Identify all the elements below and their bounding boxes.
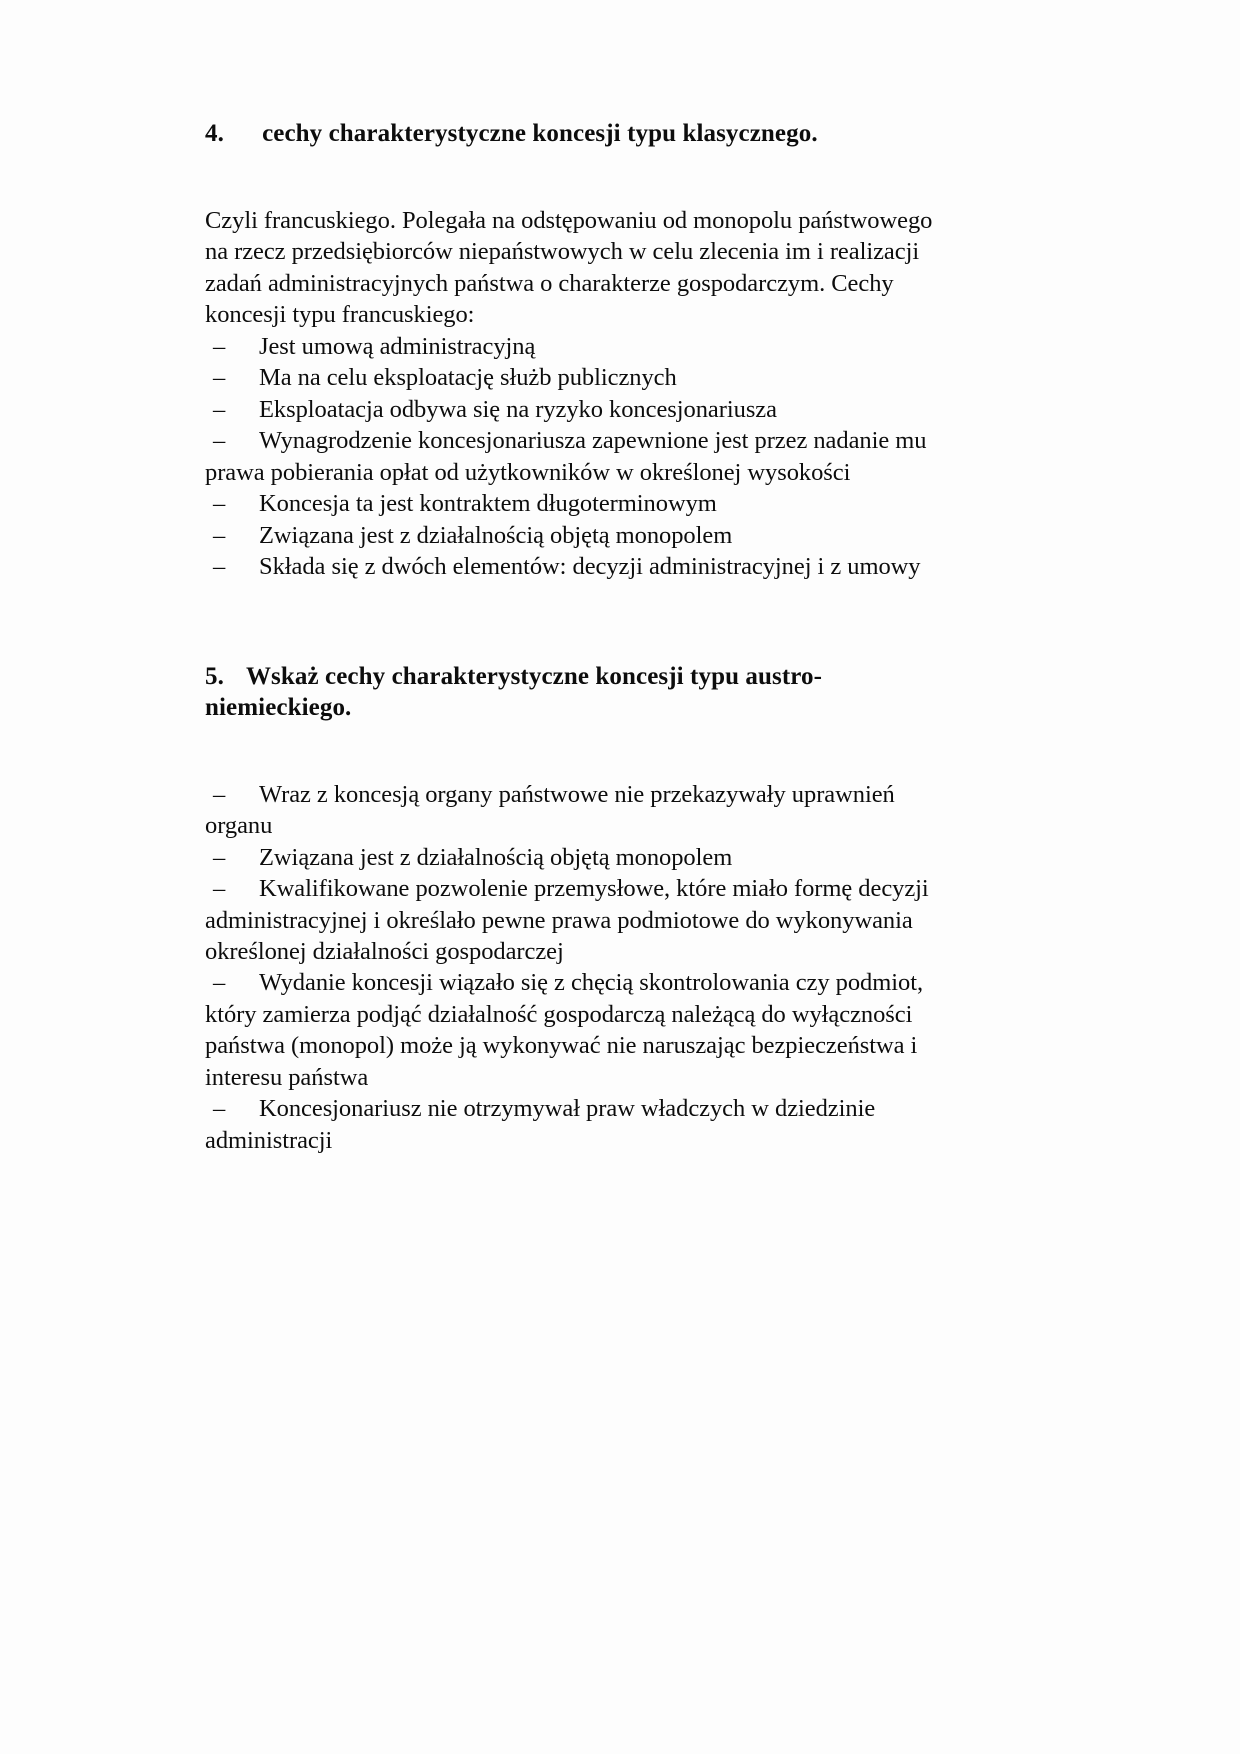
list-item [205,967,1000,998]
section-5-heading [205,661,1000,692]
list-item-text: Ma na celu eksploatację służb publicznych [259,364,677,392]
list-item-text: Związana jest z działalnością objętą monopolem [259,843,733,871]
dash-bullet: – [213,875,226,903]
dash-bullet: – [213,969,226,997]
list-item [205,488,1000,519]
list-item-text: Związana jest z działalnością objętą monopolem [259,521,733,549]
list-item-continuation: który zamierza podjąć działalność gospodarczą należącą do wyłączności [205,1000,913,1028]
list-item-continuation: administracyjnej i określało pewne prawa podmiotowe do wykonywania [205,906,913,934]
section-4-heading [205,118,1000,149]
spacer [205,149,1000,205]
dash-bullet: – [213,553,226,581]
dash-bullet: – [213,395,226,423]
list-item [205,1093,1000,1124]
list-item-continuation: interesu państwa [205,1063,369,1091]
dash-bullet: – [213,843,226,871]
section-4-intro-line-3: zadań administracyjnych państwa o charakterze gospodarczym. Cechy [205,269,894,297]
list-item [205,779,1000,810]
list-item [205,873,1000,904]
section-5-heading-line-1: Wskaż cechy charakterystyczne koncesji typu austro- [245,662,823,690]
section-4-intro-line-1: Czyli francuskiego. Polegała na odstępowaniu od monopolu państwowego [205,207,933,234]
list-item-text: Jest umową administracyjną [259,332,536,360]
list-item [205,331,1000,362]
section-5-heading-line-2: niemieckiego. [205,693,352,721]
document-body [205,118,1000,1156]
list-item [205,842,1000,873]
list-item-text: Składa się z dwóch elementów: decyzji administracyjnej i z umowy [259,553,921,581]
spacer [205,583,1000,661]
list-item-continuation: organu [205,812,273,840]
list-item [205,425,1000,456]
dash-bullet: – [213,332,226,360]
list-item-text: Wydanie koncesji wiązało się z chęcią skontrolowania czy podmiot, [259,969,924,997]
spacer [205,723,1000,779]
list-item [205,551,1000,582]
dash-bullet: – [213,427,226,455]
list-item-continuation: prawa pobierania opłat od użytkowników w określonej wysokości [205,458,851,486]
dash-bullet: – [213,521,226,549]
section-4-intro-line-2: na rzecz przedsiębiorców niepaństwowych w celu zlecenia im i realizacji [205,238,920,266]
list-item [205,520,1000,551]
list-item-text: Kwalifikowane pozwolenie przemysłowe, które miało formę decyzji [259,875,929,903]
list-item-text: Koncesja ta jest kontraktem długoterminowym [259,490,717,518]
dash-bullet: – [213,1095,226,1123]
list-item-text: Wraz z koncesją organy państwowe nie przekazywały uprawnień [259,780,895,808]
dash-bullet: – [213,490,226,518]
list-item-continuation: administracji [205,1126,333,1154]
section-4-intro-line-4: koncesji typu francuskiego: [205,301,475,329]
section-4-heading-text: cechy charakterystyczne koncesji typu klasycznego. [262,120,818,147]
list-item [205,394,1000,425]
dash-bullet: – [213,364,226,392]
section-5-number: 5. [205,662,224,690]
list-item-continuation: określonej działalności gospodarczej [205,937,564,965]
list-item [205,362,1000,393]
dash-bullet: – [213,780,226,808]
list-item-continuation: państwa (monopol) może ją wykonywać nie naruszając bezpieczeństwa i [205,1032,918,1060]
list-item-text: Koncesjonariusz nie otrzymywał praw władczych w dziedzinie [259,1095,876,1123]
list-item-text: Wynagrodzenie koncesjonariusza zapewnione jest przez nadanie mu [259,427,927,455]
list-item-text: Eksploatacja odbywa się na ryzyko koncesjonariusza [259,395,777,423]
section-4-number: 4. [205,120,224,147]
